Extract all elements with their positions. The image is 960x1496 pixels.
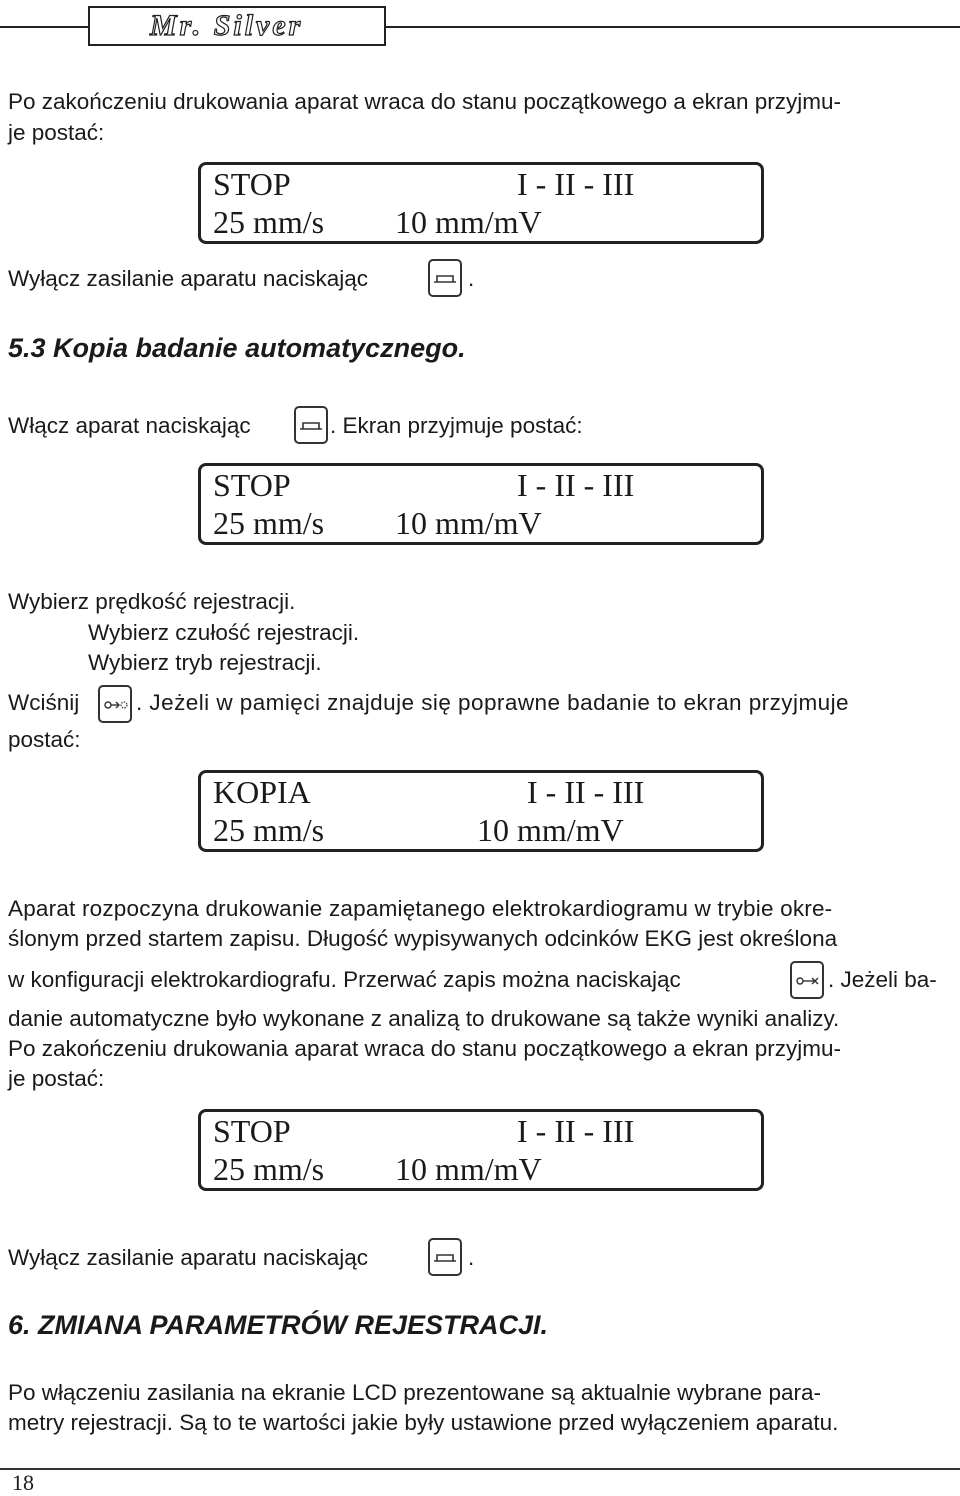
paragraph-line: . Jeżeli w pamięci znajduje się poprawne badanie to ekran przyjmuje	[136, 690, 850, 715]
lcd-sensitivity: 10 mm/mV	[395, 505, 542, 541]
power-key-icon	[428, 1238, 462, 1276]
lcd-speed: 25 mm/s	[213, 812, 325, 848]
paragraph-line: w konfiguracji elektrokardiografu. Przerwać zapis można naciskając	[8, 967, 681, 992]
lcd-mode: STOP	[213, 1113, 291, 1149]
paragraph-line: Włącz aparat naciskając	[8, 413, 251, 438]
stop-key-icon	[790, 961, 824, 999]
paragraph-line: Wciśnij	[8, 690, 80, 715]
paragraph-line: Po włączeniu zasilania na ekranie LCD prezentowane są aktualnie wybrane para-	[8, 1380, 821, 1405]
paragraph-line: postać:	[8, 727, 81, 752]
lcd-leads: I - II - III	[517, 1113, 635, 1149]
section-heading: 5.3 Kopia badanie automatycznego.	[8, 333, 466, 363]
paragraph-line: Wyłącz zasilanie aparatu naciskając	[8, 1245, 368, 1270]
lcd-sensitivity: 10 mm/mV	[477, 812, 624, 848]
lcd-leads: I - II - III	[517, 166, 635, 202]
header-title: Mr. Silver	[88, 6, 386, 46]
lcd-sensitivity: 10 mm/mV	[395, 1151, 542, 1187]
paragraph-line: Wybierz tryb rejestracji.	[88, 650, 322, 675]
paragraph-line: Wybierz prędkość rejestracji.	[8, 589, 296, 614]
paragraph-line: Po zakończeniu drukowania aparat wraca do stanu początkowego a ekran przyjmu-	[8, 1036, 841, 1061]
paragraph-line: . Ekran przyjmuje postać:	[330, 413, 583, 438]
lcd-screen	[198, 1109, 764, 1191]
lcd-mode: STOP	[213, 467, 291, 503]
paragraph-line: ślonym przed startem zapisu. Długość wypisywanych odcinków EKG jest określona	[8, 926, 838, 951]
paragraph-line: danie automatyczne było wykonane z analizą to drukowane są także wyniki analizy.	[8, 1006, 840, 1031]
footer-rule	[0, 1468, 960, 1470]
lcd-speed: 25 mm/s	[213, 1151, 325, 1187]
paragraph-line: Po zakończeniu drukowania aparat wraca do stanu początkowego a ekran przyjmu-	[8, 89, 841, 114]
power-key-icon	[428, 259, 462, 297]
paragraph-line: je postać:	[8, 120, 105, 145]
paragraph-line: .	[468, 266, 475, 291]
paragraph-line: Wyłącz zasilanie aparatu naciskając	[8, 266, 368, 291]
lcd-sensitivity: 10 mm/mV	[395, 204, 542, 240]
lcd-speed: 25 mm/s	[213, 505, 325, 541]
lcd-mode: KOPIA	[213, 774, 311, 810]
paragraph-line: metry rejestracji. Są to te wartości jakie były ustawione przed wyłączeniem aparatu.	[8, 1410, 839, 1435]
lcd-leads: I - II - III	[527, 774, 645, 810]
copy-key-icon	[98, 685, 132, 723]
paragraph-line: Aparat rozpoczyna drukowanie zapamiętanego elektrokardiogramu w trybie okre-	[8, 896, 833, 921]
paragraph-line: . Jeżeli ba-	[828, 967, 937, 992]
lcd-speed: 25 mm/s	[213, 204, 325, 240]
lcd-screen	[198, 770, 764, 852]
paragraph-line: je postać:	[8, 1066, 105, 1091]
paragraph-line: .	[468, 1245, 475, 1270]
power-key-icon	[294, 406, 328, 444]
paragraph-line: Wybierz czułość rejestracji.	[88, 620, 360, 645]
lcd-mode: STOP	[213, 166, 291, 202]
page-number: 18	[12, 1470, 34, 1495]
lcd-screen	[198, 463, 764, 545]
lcd-screen	[198, 162, 764, 244]
section-heading: 6. ZMIANA PARAMETRÓW REJESTRACJI.	[8, 1310, 549, 1340]
lcd-leads: I - II - III	[517, 467, 635, 503]
